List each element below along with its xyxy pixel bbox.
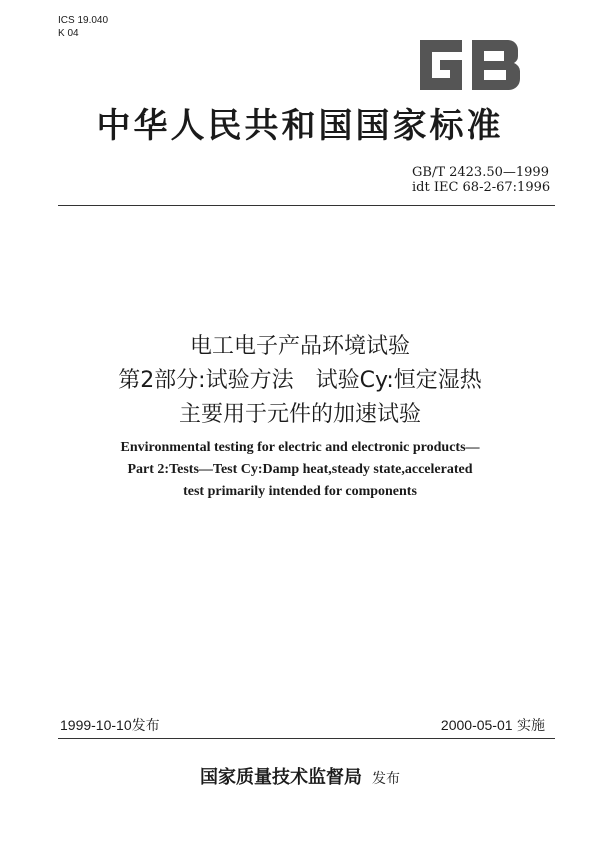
chinese-title-line-3: 主要用于元件的加速试验	[178, 402, 421, 427]
gb-logo	[412, 30, 527, 100]
issuing-authority	[0, 763, 600, 789]
english-title	[0, 437, 600, 503]
chinese-title-line-1: 电工电子产品环境试验	[189, 334, 410, 359]
implementation-date: 2000-05-01	[440, 717, 513, 733]
english-title-line-2: Part 2:Tests—Test Cy:Damp heat,steady state,accelerated	[127, 462, 473, 477]
implementation-date-block	[441, 715, 545, 735]
chinese-title-line-2: 第2部分:试验方法 试验Cy:恒定湿热	[118, 368, 482, 393]
gb-standard-code: GB/T 2423.50—1999	[412, 165, 549, 180]
standard-codes	[412, 165, 550, 195]
ics-code: ICS 19.040	[58, 15, 109, 26]
ics-classification	[58, 14, 108, 40]
issuer-suffix: 发布	[372, 771, 400, 787]
issue-date-block	[60, 715, 160, 735]
top-divider	[58, 205, 555, 206]
ccs-code: K 04	[58, 28, 79, 39]
chinese-title	[0, 330, 600, 432]
idt-iec-code: idt IEC 68-2-67:1996	[412, 180, 551, 195]
english-title-line-3: test primarily intended for components	[183, 484, 417, 499]
english-title-line-1: Environmental testing for electric and electronic products—	[120, 440, 480, 455]
implementation-label: 实施	[517, 718, 545, 734]
issue-date: 1999-10-10	[60, 717, 132, 733]
issuer-name: 国家质量技术监督局	[200, 767, 362, 788]
bottom-divider	[58, 738, 555, 739]
issue-label: 发布	[131, 718, 160, 734]
national-standard-title: 中华人民共和国国家标准	[96, 106, 504, 146]
